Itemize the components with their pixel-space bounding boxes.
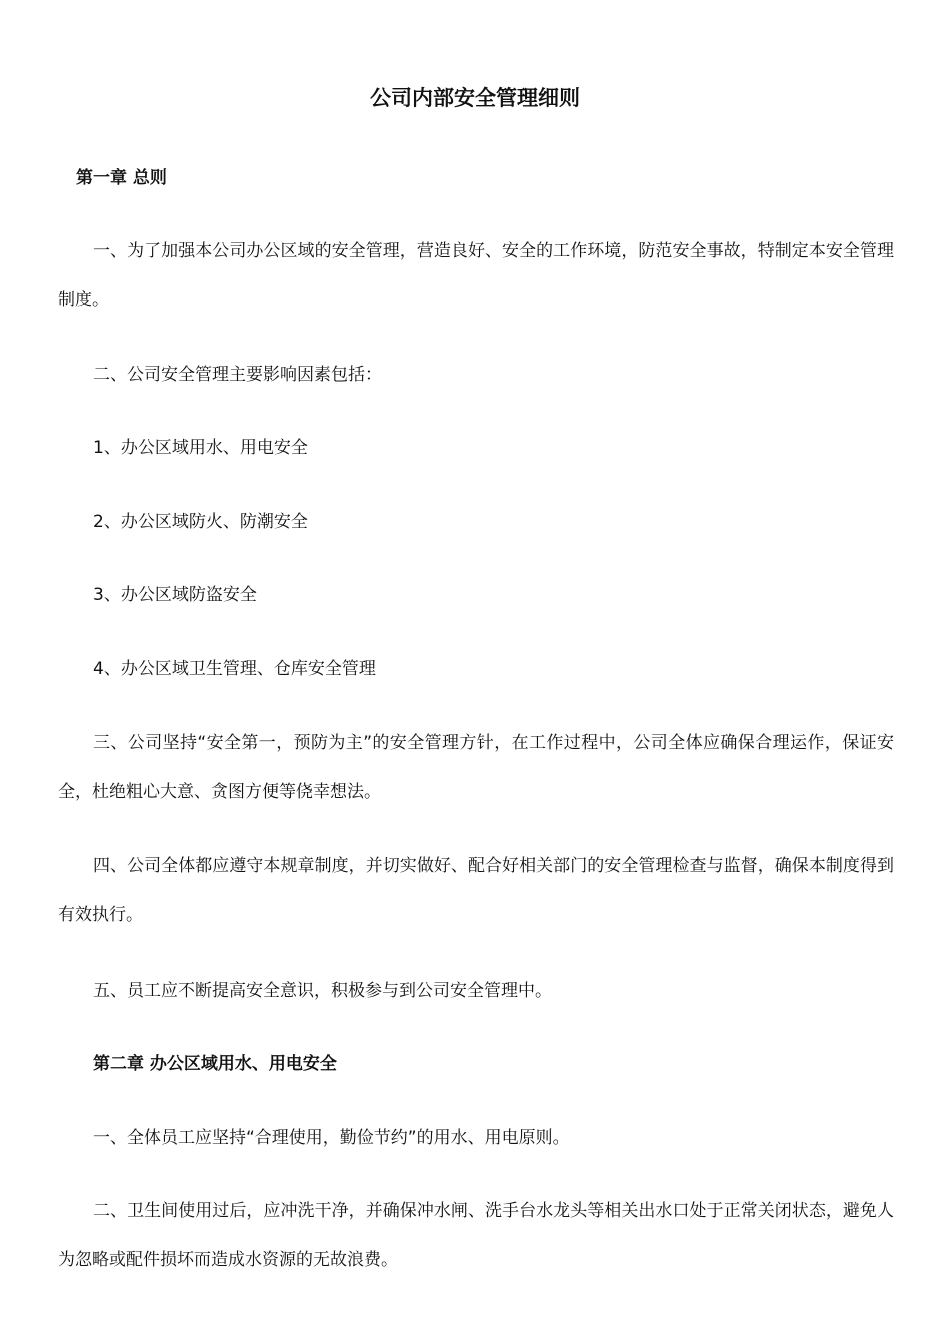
chapter-1-paragraph-1: 一、为了加强本公司办公区域的安全管理，营造良好、安全的工作环境，防范安全事故，特制定本安全管理制度。 xyxy=(58,241,894,310)
chapter-2-heading: 第二章 办公区域用水、用电安全 xyxy=(93,1054,337,1074)
chapter-1-paragraph-5: 五、员工应不断提高安全意识，积极参与到公司安全管理中。 xyxy=(93,981,552,1001)
chapter-1-paragraph-4: 四、公司全体都应遵守本规章制度，并切实做好、配合好相关部门的安全管理检查与监督，确保本制度得到有效执行。 xyxy=(58,856,894,925)
chapter-2-paragraph-1: 一、全体员工应坚持“合理使用，勤俭节约”的用水、用电原则。 xyxy=(93,1128,570,1148)
chapter-2-paragraph-2: 二、卫生间使用过后，应冲洗干净，并确保冲水闸、洗手台水龙头等相关出水口处于正常关闭状态，避免人为忽略或配件损坏而造成水资源的无故浪费。 xyxy=(58,1201,894,1270)
chapter-1-paragraph-3: 三、公司坚持“安全第一，预防为主”的安全管理方针，在工作过程中，公司全体应确保合理运作，保证安全，杜绝粗心大意、贪图方便等侥幸想法。 xyxy=(58,733,894,802)
factor-item-2: 2、办公区域防火、防潮安全 xyxy=(93,512,308,532)
factor-item-4: 4、办公区域卫生管理、仓库安全管理 xyxy=(93,659,376,679)
document-title: 公司内部安全管理细则 xyxy=(370,86,580,110)
factor-item-1: 1、办公区域用水、用电安全 xyxy=(93,438,308,458)
factor-item-3: 3、办公区域防盗安全 xyxy=(93,585,257,605)
chapter-1-paragraph-2: 二、公司安全管理主要影响因素包括： xyxy=(93,365,382,385)
chapter-1-heading: 第一章 总则 xyxy=(76,168,167,188)
